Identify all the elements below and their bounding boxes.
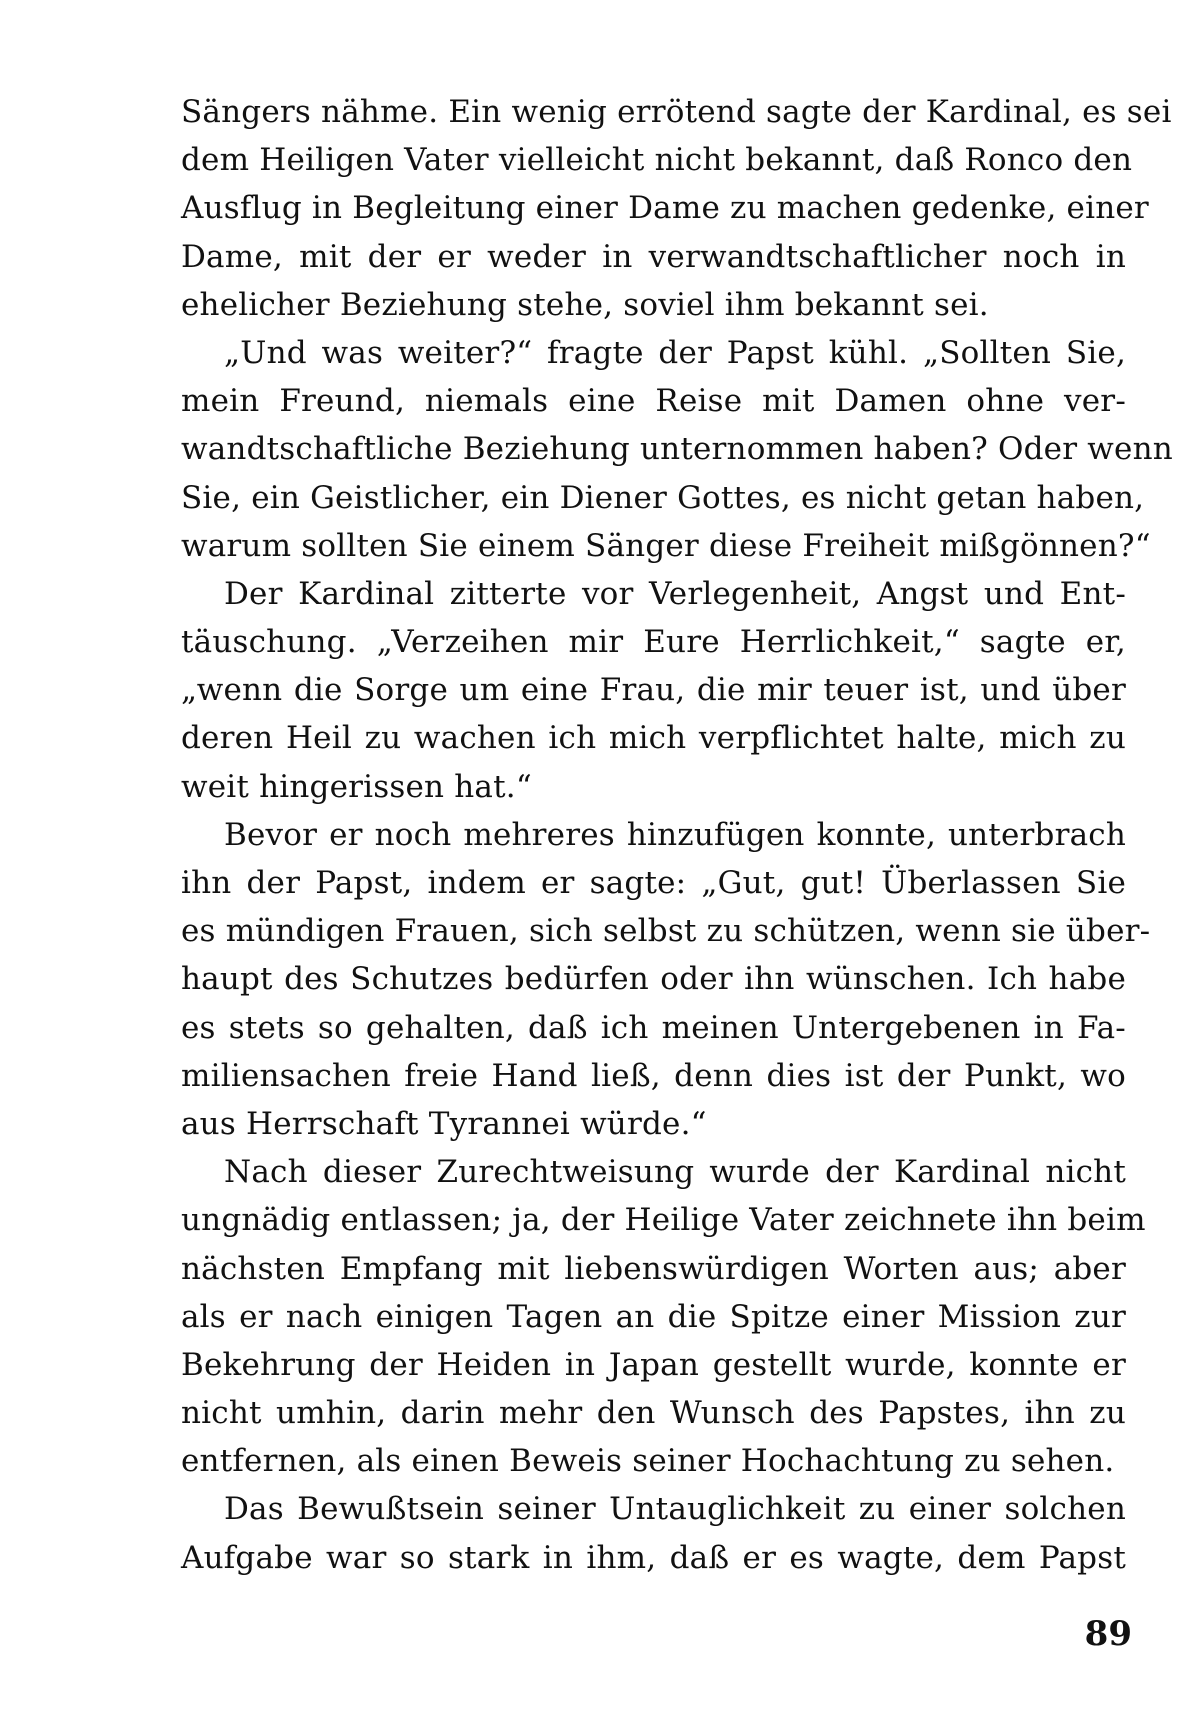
text-line: weit hingerissen hat.“ <box>181 768 532 805</box>
text-line: nicht umhin, darin mehr den Wunsch des Papstes, ihn zu <box>181 1395 1126 1432</box>
text-line: dem Heiligen Vater vielleicht nicht bekannt, daß Ronco den <box>181 142 1133 179</box>
text-line: Bevor er noch mehreres hinzufügen konnte, unterbrach <box>224 816 1126 853</box>
text-line: miliensachen freie Hand ließ, denn dies ist der Punkt, wo <box>181 1057 1126 1094</box>
text-line: deren Heil zu wachen ich mich verpflichtet halte, mich zu <box>181 720 1126 757</box>
body-text <box>181 88 1173 1582</box>
text-line: ehelicher Beziehung stehe, soviel ihm bekannt sei. <box>181 286 989 323</box>
page-number: 89 <box>1084 1614 1132 1654</box>
text-line: als er nach einigen Tagen an die Spitze einer Mission zur <box>181 1298 1126 1335</box>
text-line: Ausflug in Begleitung einer Dame zu machen gedenke, einer <box>181 190 1149 227</box>
text-line: Dame, mit der er weder in verwandtschaftlicher noch in <box>181 238 1126 275</box>
text-line: Bekehrung der Heiden in Japan gestellt wurde, konnte er <box>181 1346 1126 1383</box>
text-line: Aufgabe war so stark in ihm, daß er es wagte, dem Papst <box>181 1539 1126 1576</box>
text-line: Der Kardinal zitterte vor Verlegenheit, Angst und Ent- <box>224 575 1126 612</box>
text-line: Nach dieser Zurechtweisung wurde der Kardinal nicht <box>224 1154 1126 1191</box>
text-line: es mündigen Frauen, sich selbst zu schützen, wenn sie über- <box>181 913 1151 950</box>
text-line: „wenn die Sorge um eine Frau, die mir teuer ist, und über <box>181 672 1126 709</box>
text-line: mein Freund, niemals eine Reise mit Damen ohne ver- <box>181 383 1126 420</box>
text-line: Das Bewußtsein seiner Untauglichkeit zu einer solchen <box>224 1491 1126 1528</box>
text-line: es stets so gehalten, daß ich meinen Untergebenen in Fa- <box>181 1009 1126 1046</box>
text-line: haupt des Schutzes bedürfen oder ihn wünschen. Ich habe <box>181 961 1126 998</box>
text-line: entfernen, als einen Beweis seiner Hochachtung zu sehen. <box>181 1443 1115 1480</box>
text-line: Sängers nähme. Ein wenig errötend sagte der Kardinal, es sei <box>181 94 1172 130</box>
text-line: ihn der Papst, indem er sagte: „Gut, gut! Überlassen Sie <box>181 865 1126 901</box>
text-line: wandtschaftliche Beziehung unternommen haben? Oder wenn <box>181 431 1173 468</box>
text-line: „Und was weiter?“ fragte der Papst kühl. „Sollten Sie, <box>224 334 1126 371</box>
text-line: ungnädig entlassen; ja, der Heilige Vater zeichnete ihn beim <box>181 1202 1146 1239</box>
text-line: aus Herrschaft Tyrannei würde.“ <box>181 1105 707 1142</box>
text-line: täuschung. „Verzeihen mir Eure Herrlichkeit,“ sagte er, <box>181 624 1126 661</box>
text-line: Sie, ein Geistlicher, ein Diener Gottes, es nicht getan haben, <box>181 479 1145 516</box>
text-line: nächsten Empfang mit liebenswürdigen Worten aus; aber <box>181 1250 1126 1287</box>
text-line: warum sollten Sie einem Sänger diese Freiheit mißgönnen?“ <box>181 527 1151 564</box>
